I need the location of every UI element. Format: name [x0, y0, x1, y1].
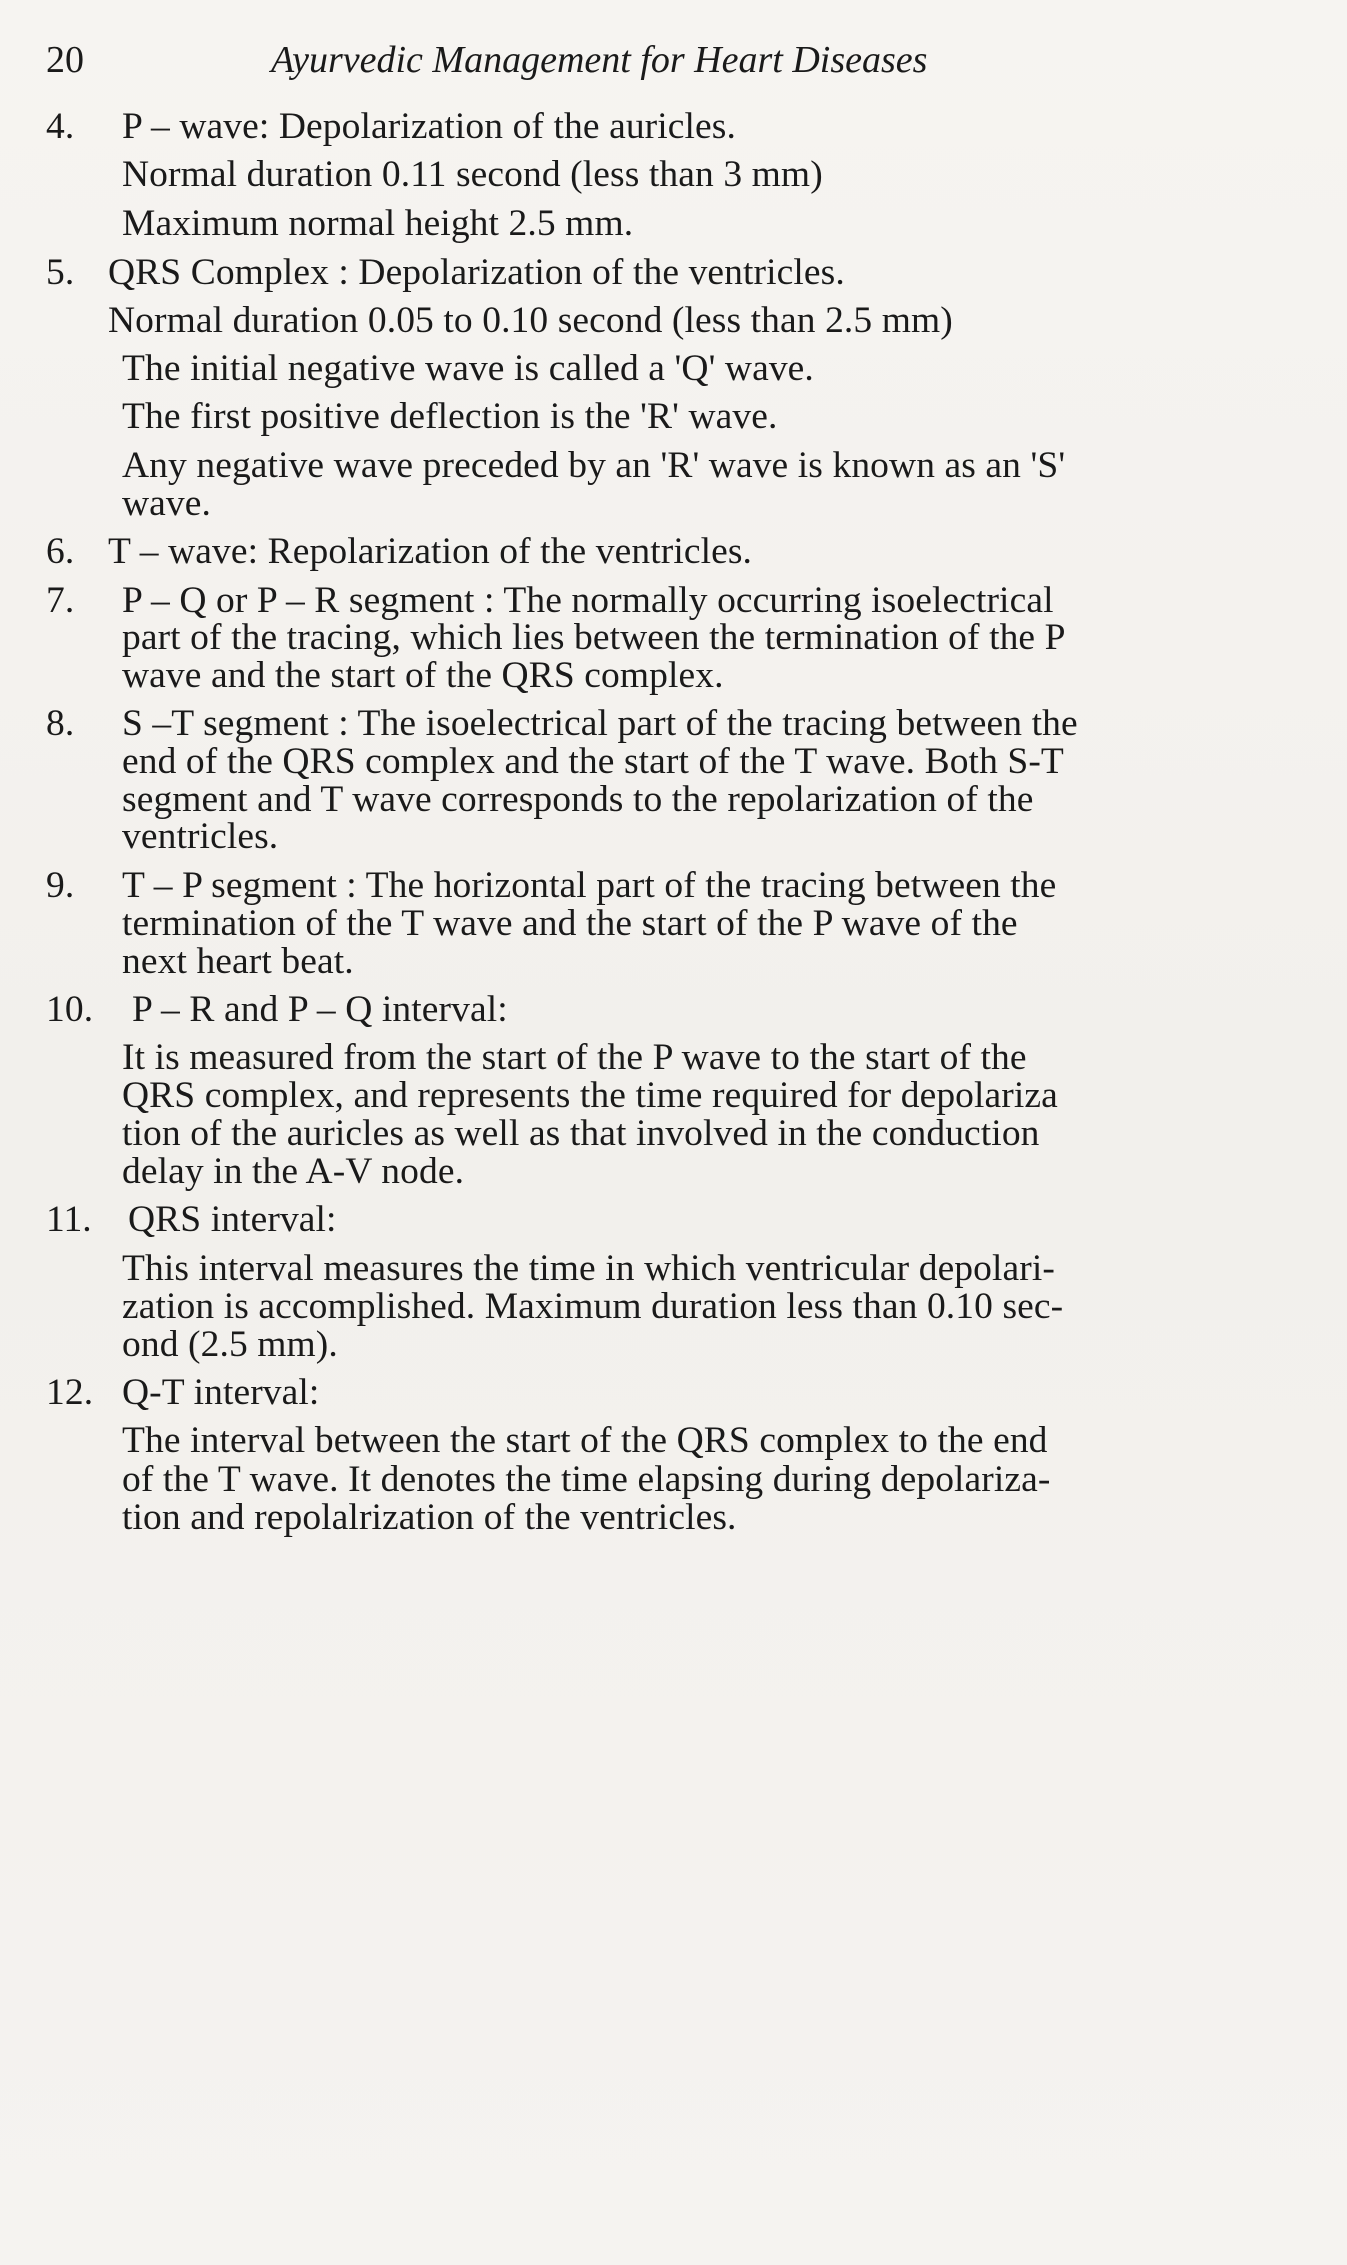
page-number: 20 [46, 39, 84, 81]
item-number: 9. [46, 865, 75, 906]
item-number: 8. [46, 703, 75, 744]
item-text-line: end of the QRS complex and the start of the T wave. Both S-T [122, 741, 1064, 782]
item-text-line: QRS complex, and represents the time required for depolariza [122, 1075, 1058, 1116]
item-text-line: delay in the A-V node. [122, 1151, 465, 1192]
item-number: 10. [46, 989, 94, 1030]
item-number: 11. [46, 1199, 92, 1240]
item-text-line: It is measured from the start of the P wave to the start of the [122, 1037, 1027, 1078]
item-text-line: The initial negative wave is called a 'Q' wave. [122, 348, 814, 389]
item-text-line: zation is accomplished. Maximum duration less than 0.10 sec- [122, 1286, 1064, 1327]
page-header [46, 38, 1106, 88]
item-text-line: QRS Complex : Depolarization of the ventricles. [108, 252, 845, 293]
item-text-line: wave and the start of the QRS complex. [122, 655, 724, 696]
item-text-line: tion and repolalrization of the ventricles. [122, 1497, 737, 1538]
item-number: 4. [46, 106, 75, 147]
item-text-line: This interval measures the time in which ventricular depolari- [122, 1248, 1055, 1289]
item-number: 6. [46, 531, 75, 572]
item-text-line: next heart beat. [122, 941, 354, 982]
item-text-line: The first positive deflection is the 'R' wave. [122, 396, 778, 437]
item-number: 7. [46, 580, 75, 621]
item-text-line: P – Q or P – R segment : The normally occurring isoelectrical [122, 580, 1054, 621]
item-text-line: Maximum normal height 2.5 mm. [122, 203, 634, 244]
item-number: 5. [46, 252, 75, 293]
item-text-line: ventricles. [122, 816, 279, 857]
item-text-line: wave. [122, 483, 211, 524]
item-text-line: termination of the T wave and the start of the P wave of the [122, 903, 1018, 944]
item-number: 12. [46, 1372, 94, 1413]
item-text-line: T – wave: Repolarization of the ventricles. [108, 531, 753, 572]
item-text-line: tion of the auricles as well as that involved in the conduction [122, 1113, 1040, 1154]
item-text-line: T – P segment : The horizontal part of the tracing between the [122, 865, 1057, 906]
item-text-line: QRS interval: [128, 1199, 337, 1240]
item-text-line: part of the tracing, which lies between the termination of the P [122, 617, 1066, 658]
item-text-line: The interval between the start of the QRS complex to the end [122, 1420, 1048, 1461]
item-text-line: segment and T wave corresponds to the repolarization of the [122, 779, 1034, 820]
item-text-line: P – R and P – Q interval: [132, 989, 508, 1030]
item-text-line: of the T wave. It denotes the time elapsing during depolariza- [122, 1459, 1051, 1500]
item-text-line: Q-T interval: [122, 1372, 320, 1413]
item-text-line: P – wave: Depolarization of the auricles. [122, 106, 736, 147]
item-text-line: Any negative wave preceded by an 'R' wave is known as an 'S' [122, 445, 1066, 486]
item-text-line: ond (2.5 mm). [122, 1324, 338, 1365]
item-text-line: S –T segment : The isoelectrical part of the tracing between the [122, 703, 1078, 744]
item-text-line: Normal duration 0.11 second (less than 3 mm) [122, 154, 823, 195]
running-title: Ayurvedic Management for Heart Diseases [271, 39, 928, 81]
item-text-line: Normal duration 0.05 to 0.10 second (less than 2.5 mm) [108, 300, 953, 341]
